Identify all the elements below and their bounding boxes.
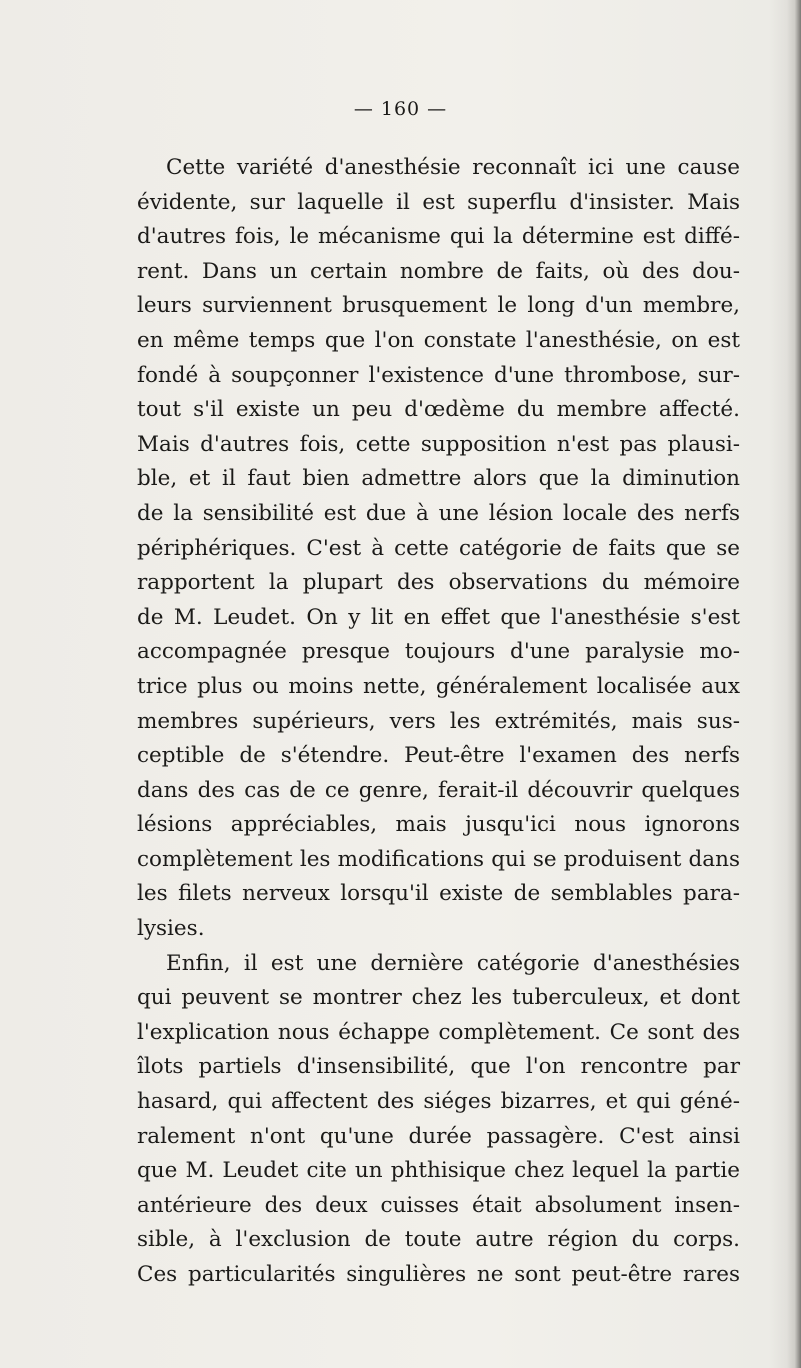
text-line: périphériques. C'est à cette catégorie de faits que se bbox=[137, 535, 740, 561]
text-line: antérieure des deux cuisses était absolument insen- bbox=[137, 1192, 740, 1218]
text-line: lésions appréciables, mais jusqu'ici nous ignorons bbox=[137, 812, 740, 838]
text-line: leurs surviennent brusquement le long d'un membre, bbox=[137, 293, 740, 319]
text-line: évidente, sur laquelle il est superflu d'insister. Mais bbox=[137, 189, 740, 215]
text-line: en même temps que l'on constate l'anesthésie, on est bbox=[137, 327, 740, 353]
page-number: — 160 — bbox=[353, 98, 448, 120]
text-line: d'autres fois, le mécanisme qui la détermine est diffé- bbox=[137, 224, 740, 250]
text-line: îlots partiels d'insensibilité, que l'on rencontre par bbox=[137, 1054, 740, 1080]
text-line: trice plus ou moins nette, généralement localisée aux bbox=[137, 673, 740, 699]
text-line: hasard, qui affectent des siéges bizarres, et qui géné- bbox=[137, 1089, 740, 1115]
text-line: accompagnée presque toujours d'une paralysie mo- bbox=[137, 639, 740, 665]
text-line: tout s'il existe un peu d'œdème du membre affecté. bbox=[137, 397, 740, 423]
text-line: sible, à l'exclusion de toute autre région du corps. bbox=[137, 1227, 740, 1253]
text-line: fondé à soupçonner l'existence d'une thrombose, sur- bbox=[137, 362, 740, 388]
text-line: qui peuvent se montrer chez les tuberculeux, et dont bbox=[137, 985, 740, 1011]
text-line: Mais d'autres fois, cette supposition n'est pas plausi- bbox=[137, 431, 740, 457]
text-line: Cette variété d'anesthésie reconnaît ici une cause bbox=[166, 155, 740, 180]
text-line: lysies. bbox=[137, 916, 205, 942]
text-line: dans des cas de ce genre, ferait-il découvrir quelques bbox=[137, 777, 740, 803]
body-text bbox=[137, 151, 740, 1293]
text-line: l'explication nous échappe complètement. Ce sont des bbox=[137, 1019, 740, 1045]
text-line: de M. Leudet. On y lit en effet que l'anesthésie s'est bbox=[137, 604, 740, 630]
text-line: que M. Leudet cite un phthisique chez lequel la partie bbox=[137, 1158, 740, 1184]
text-line: complètement les modifications qui se produisent dans bbox=[137, 846, 740, 872]
text-line: rent. Dans un certain nombre de faits, où des dou- bbox=[137, 258, 740, 284]
text-line: ralement n'ont qu'une durée passagère. C'est ainsi bbox=[137, 1123, 740, 1149]
page-edge-shadow bbox=[787, 0, 801, 1368]
text-line: rapportent la plupart des observations du mémoire bbox=[137, 570, 740, 596]
text-line: ceptible de s'étendre. Peut-être l'examen des nerfs bbox=[137, 743, 740, 769]
text-line: membres supérieurs, vers les extrémités, mais sus- bbox=[137, 708, 740, 734]
text-line: Ces particularités singulières ne sont peut-être rares bbox=[137, 1262, 740, 1287]
text-line: ble, et il faut bien admettre alors que la diminution bbox=[137, 466, 740, 492]
text-line: les filets nerveux lorsqu'il existe de semblables para- bbox=[137, 881, 740, 907]
text-line: de la sensibilité est due à une lésion locale des nerfs bbox=[137, 500, 740, 526]
text-line: Enfin, il est une dernière catégorie d'anesthésies bbox=[166, 950, 740, 976]
